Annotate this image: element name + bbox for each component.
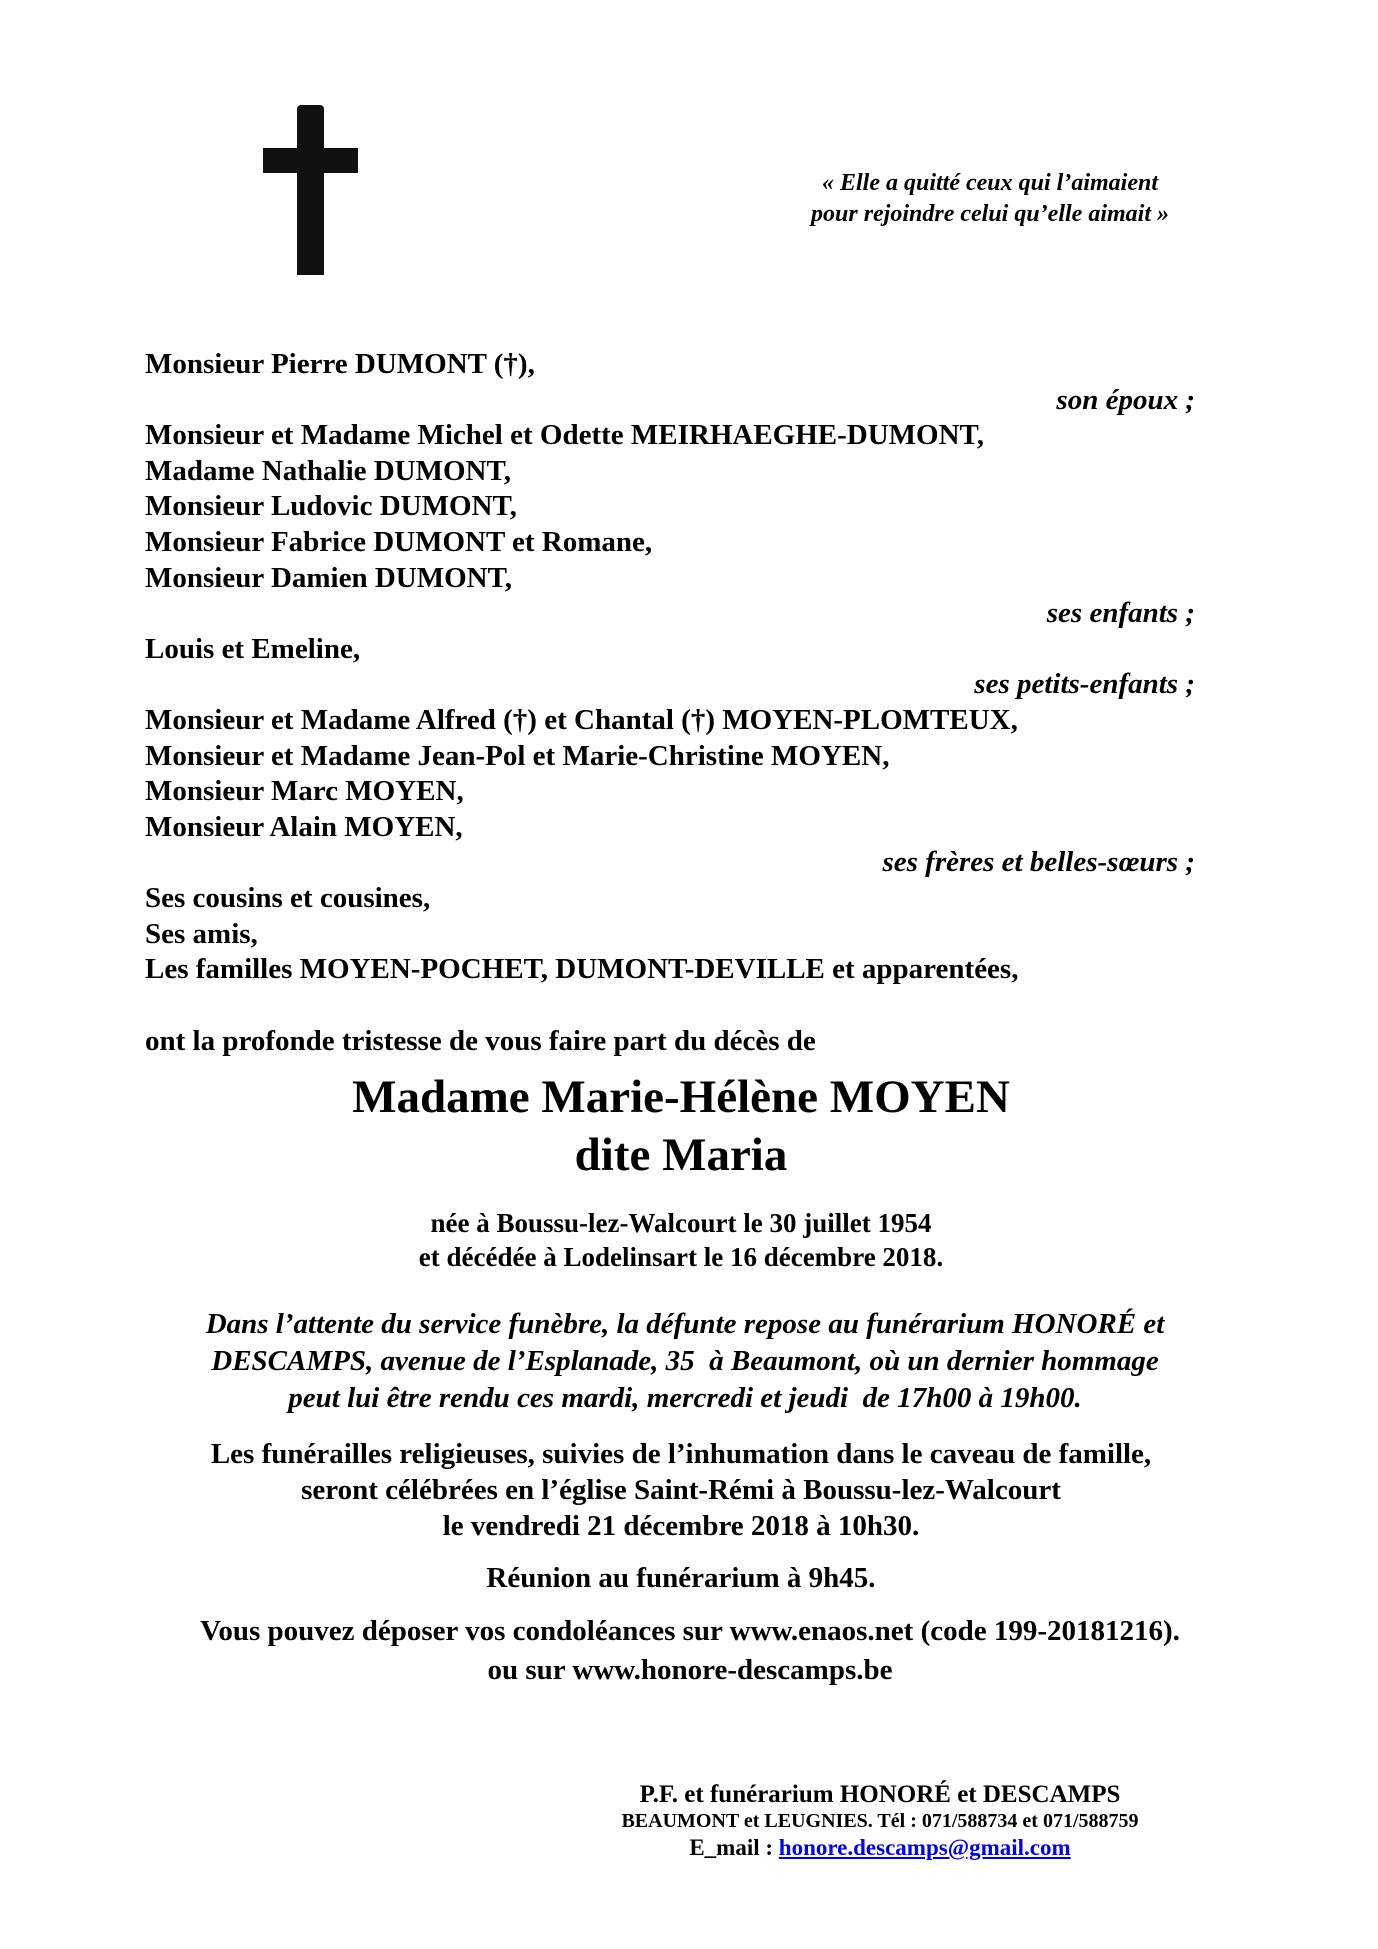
mourner-name: Monsieur Pierre DUMONT (†), <box>145 348 535 380</box>
mourner-name: Monsieur et Madame Jean-Pol et Marie-Christine MOYEN, <box>145 739 890 772</box>
funeral-line-1: Les funérailles religieuses, suivies de l’inhumation dans le caveau de famille, <box>210 1438 1152 1470</box>
repose-line-2: DESCAMPS, avenue de l’Esplanade, 35 à Beaumont, où un dernier hommage <box>211 1345 1159 1377</box>
vital-dates <box>145 1206 1217 1274</box>
meeting-line: Réunion au funérarium à 9h45. <box>486 1562 876 1594</box>
mourner-name: Ses cousins et cousines, <box>145 881 431 914</box>
relation-label: ses frères et belles-sœurs ; <box>882 846 1195 879</box>
relation-label: ses enfants ; <box>1046 597 1195 630</box>
deceased-name-block <box>145 1068 1217 1184</box>
announcement-sentence: ont la profonde tristesse de vous faire part du décès de <box>145 1025 816 1057</box>
cross-vertical-bar <box>297 105 324 275</box>
mourner-name: Monsieur Ludovic DUMONT, <box>145 490 517 523</box>
funeral-line-2: seront célébrées en l’église Saint-Rémi à Boussu-lez-Walcourt <box>301 1474 1061 1506</box>
funeral-line-3: le vendredi 21 décembre 2018 à 10h30. <box>442 1510 920 1542</box>
repose-line-1: Dans l’attente du service funèbre, la défunte repose au funérarium HONORÉ et <box>205 1308 1165 1340</box>
latin-cross-icon <box>263 105 358 275</box>
mourner-name: Louis et Emeline, <box>145 632 361 665</box>
death-line: et décédée à Lodelinsart le 16 décembre 2018. <box>418 1242 944 1272</box>
repose-paragraph <box>120 1306 1250 1417</box>
mourner-name: Monsieur et Madame Michel et Odette MEIRHAEGHE-DUMONT, <box>145 419 984 452</box>
email-label: E_mail : <box>689 1835 779 1860</box>
relation-label: ses petits-enfants ; <box>974 668 1195 701</box>
funeral-home-name: P.F. et funérarium HONORÉ et DESCAMPS <box>639 1781 1121 1808</box>
funeral-home-footer <box>500 1780 1260 1862</box>
mourner-name: Ses amis, <box>145 917 258 950</box>
mourners-list <box>145 347 1217 988</box>
epigraph-line-1: « Elle a quitté ceux qui l’aimaient <box>822 170 1158 196</box>
mourner-name: Madame Nathalie DUMONT, <box>145 454 511 487</box>
mourner-name: Monsieur et Madame Alfred (†) et Chantal (†) MOYEN-PLOMTEUX, <box>145 703 1018 736</box>
mourner-name: Les familles MOYEN-POCHET, DUMONT-DEVILLE et apparentées, <box>145 953 1019 986</box>
mourner-name: Monsieur Alain MOYEN, <box>145 810 463 843</box>
email-link[interactable]: honore.descamps@gmail.com <box>778 1835 1071 1860</box>
funeral-paragraph <box>145 1436 1217 1544</box>
condolences-block <box>120 1612 1260 1690</box>
repose-line-3: peut lui être rendu ces mardi, mercredi et jeudi de 17h00 à 19h00. <box>288 1382 1082 1414</box>
mourner-name: Monsieur Damien DUMONT, <box>145 561 513 594</box>
deceased-name: Madame Marie-Hélène MOYEN <box>352 1071 1010 1123</box>
mourner-name: Monsieur Marc MOYEN, <box>145 775 464 808</box>
epigraph-line-2: pour rejoindre celui qu’elle aimait » <box>811 201 1169 227</box>
epigraph-quote <box>750 168 1230 230</box>
funeral-home-contact: BEAUMONT et LEUGNIES. Tél : 071/588734 et 071/588759 <box>621 1810 1139 1832</box>
deceased-alias: dite Maria <box>574 1129 788 1181</box>
funeral-home-email-line <box>500 1834 1260 1862</box>
mourner-name: Monsieur Fabrice DUMONT et Romane, <box>145 525 653 558</box>
relation-label: son époux ; <box>1056 383 1195 416</box>
condolences-line-2: ou sur www.honore-descamps.be <box>487 1654 893 1686</box>
condolences-line-1: Vous pouvez déposer vos condoléances sur www.enaos.net (code 199-20181216). <box>200 1615 1180 1647</box>
birth-line: née à Boussu-lez-Walcourt le 30 juillet 1954 <box>430 1208 932 1238</box>
